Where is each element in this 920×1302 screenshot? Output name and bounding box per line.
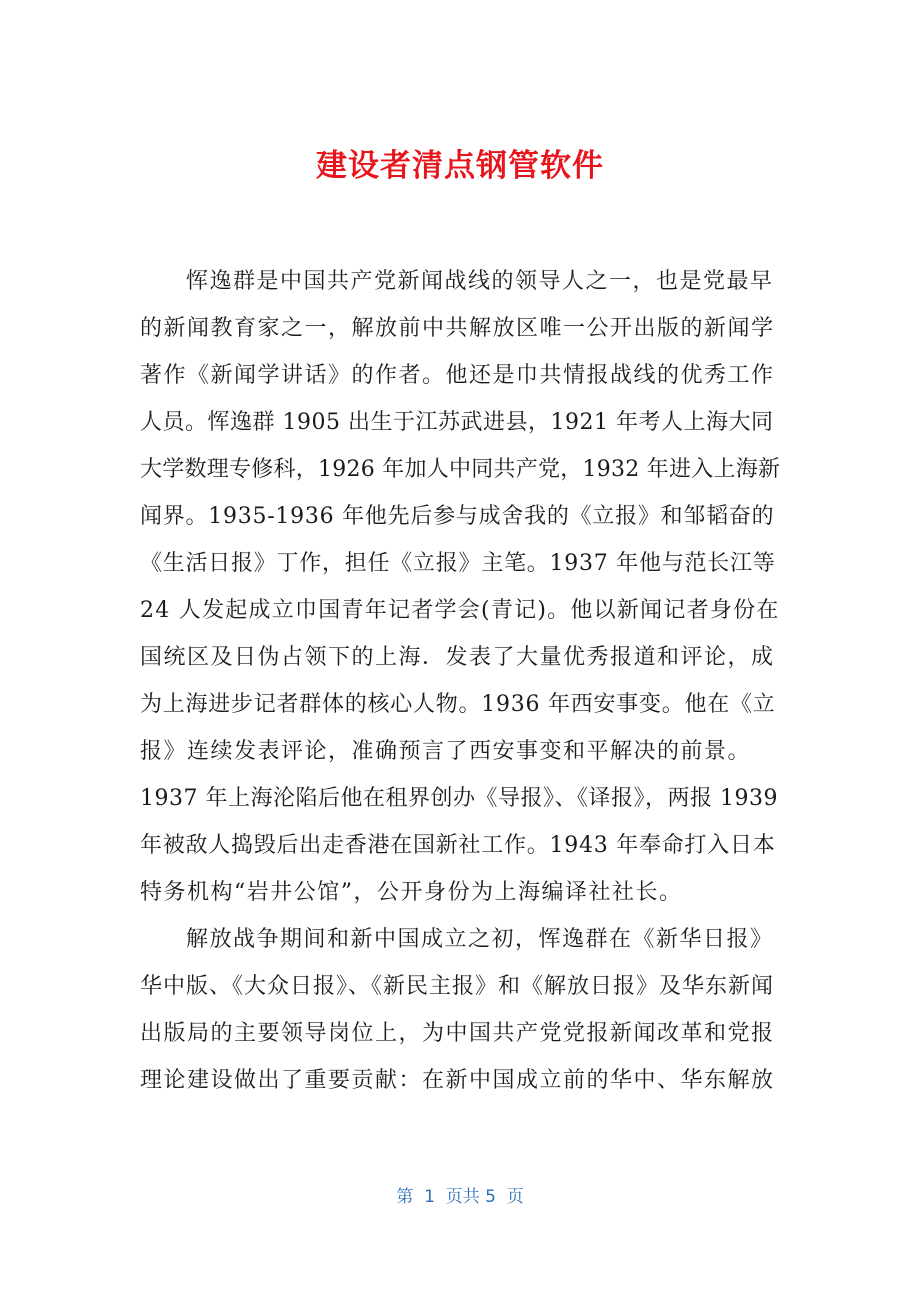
body-line: 1937 年上海沦陷后他在租界创办《导报》、《译报》，两报 1939 — [140, 786, 778, 811]
body-line: 国统区及日伪占领下的上海．发表了大量优秀报道和评论，成 — [140, 645, 775, 670]
body-line: 的新闻教育家之一，解放前中共解放区唯一公开出版的新闻学 — [140, 316, 775, 341]
body-line: 特务机构“岩井公馆”，公开身份为上海编译社社长。 — [140, 880, 683, 905]
document-title: 建设者清点钢管软件 — [316, 148, 604, 184]
body-line: 著作《新闻学讲话》的作者。他还是巾共情报战线的优秀工作 — [140, 363, 775, 388]
document-body — [140, 258, 780, 1104]
body-line: 理论建设做出了重要贡献：在新中国成立前的华中、华东解放 — [140, 1068, 775, 1093]
body-line: 《生活日报》丁作，担任《立报》主笔。1937 年他与范长江等 — [140, 551, 776, 576]
body-line: 大学数理专修科，1926 年加人中同共产党，1932 年进入上海新 — [140, 457, 781, 482]
body-line: 年被敌人捣毁后出走香港在国新社工作。1943 年奉命打入日本 — [140, 833, 776, 858]
body-line: 人员。恽逸群 1905 出生于江苏武进县，1921 年考人上海大同 — [140, 410, 774, 435]
body-line: 解放战争期间和新中国成立之初，恽逸群在《新华日报》 — [186, 927, 774, 952]
body-line: 出版局的主要领导岗位上，为中国共产党党报新闻改革和党报 — [140, 1021, 775, 1046]
body-line: 闻界。1935-1936 年他先后参与成舍我的《立报》和邹韬奋的 — [140, 504, 775, 529]
body-line: 24 人发起成立巾国青年记者学会(青记)。他以新闻记者身份在 — [140, 598, 780, 623]
body-line: 恽逸群是中国共产党新闻战线的领导人之一，也是党最早 — [186, 269, 774, 294]
body-line: 华中版、《大众日报》、《新民主报》和《解放日报》及华东新闻 — [140, 974, 775, 999]
body-line: 报》连续发表评论，准确预言了西安事变和平解决的前景。 — [140, 739, 752, 764]
page-footer: 第 1 页共 5 页 — [396, 1187, 524, 1207]
body-line: 为上海进步记者群体的核心人物。1936 年西安事变。他在《立 — [140, 692, 776, 717]
